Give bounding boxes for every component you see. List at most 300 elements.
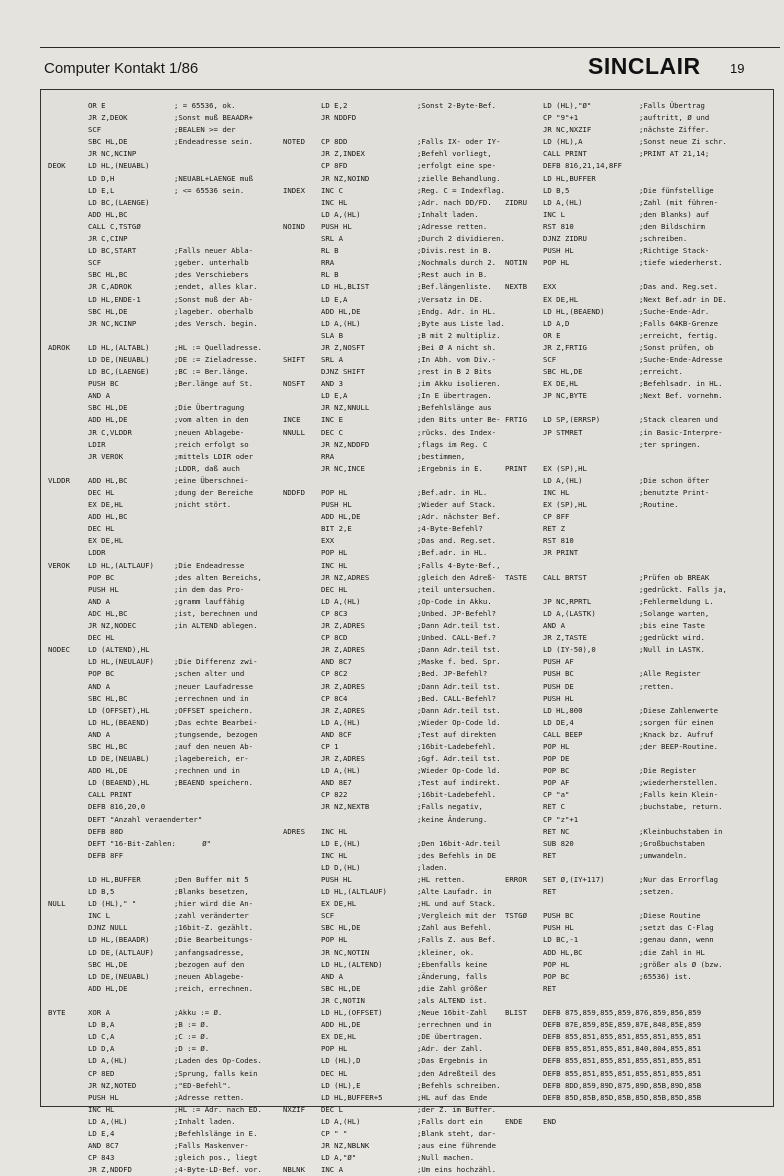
code-line	[505, 765, 727, 777]
code-comment: ;Dann Adr.teil tst.	[417, 645, 501, 655]
code-comment: ;"ED-Befehl".	[174, 1080, 232, 1090]
code-instruction: LD B,5	[543, 185, 570, 195]
code-comment: ;Rest auch in B.	[417, 270, 488, 280]
code-line	[48, 560, 262, 572]
code-comment: ;die Zahl in HL	[639, 947, 705, 957]
code-line	[283, 644, 505, 656]
code-comment: ;vom alten in den	[174, 415, 249, 425]
code-comment: ;HL retten.	[417, 875, 466, 884]
code-comment: ;Dann Adr.teil tst.	[417, 705, 501, 715]
code-label: NBLNK	[283, 1165, 305, 1175]
code-instruction: EX DE,HL	[321, 899, 357, 909]
code-comment: ;OFFSET speichern.	[174, 705, 254, 715]
code-line	[505, 814, 727, 826]
code-line	[48, 306, 262, 318]
code-instruction: LD E,(HL)	[321, 838, 361, 848]
code-line	[505, 378, 727, 390]
code-instruction: CP 8FD	[321, 161, 348, 171]
code-instruction: AND A	[88, 729, 110, 739]
code-label: BYTE	[48, 1008, 66, 1018]
code-comment: ;keine Änderung.	[417, 814, 488, 824]
code-line	[48, 390, 262, 402]
code-comment: ;Falls 4-Byte-Bef.,	[417, 560, 501, 570]
code-line	[48, 741, 262, 753]
header-rule	[40, 47, 780, 48]
code-line	[505, 983, 727, 995]
code-instruction: LD D,A	[88, 1044, 115, 1054]
code-comment: ;Routine.	[639, 500, 679, 510]
code-line	[505, 560, 727, 572]
code-comment: ;hier wird die An-	[174, 899, 254, 909]
code-comment: ;Befehlslänge aus	[417, 403, 492, 413]
code-line	[505, 281, 727, 293]
code-comment: ;kleiner, ok.	[417, 947, 475, 957]
code-comment: ;Die fünfstellige	[639, 185, 714, 195]
code-instruction: JR NZ,NEXTB	[321, 802, 370, 812]
code-line	[283, 173, 505, 185]
code-comment: ;Bei Ø A nicht sh.	[417, 342, 497, 352]
code-comment: ;Wieder auf Stack.	[417, 500, 497, 510]
code-instruction: LD A,D	[543, 318, 570, 328]
code-line	[283, 1152, 505, 1164]
code-line	[505, 439, 727, 451]
code-comment: ;gedrückt wird.	[639, 633, 705, 643]
code-instruction: CALL PRINT	[543, 149, 587, 159]
code-comment: ;C := Ø.	[174, 1032, 210, 1042]
code-instruction: PUSH HL	[321, 500, 352, 510]
code-line	[48, 1055, 262, 1067]
code-comment: ;Zahl aus Befehl.	[417, 923, 492, 933]
code-comment: ;LDDR, daß auch	[174, 463, 240, 473]
code-line	[48, 814, 262, 826]
code-comment: ;Bef.adr. in HL.	[417, 488, 488, 497]
code-line	[48, 668, 262, 680]
code-instruction: LD HL,(NEULAUF)	[88, 657, 154, 667]
code-instruction: CALL BEEP	[543, 729, 583, 739]
code-instruction: DJNZ ZIDRU	[543, 234, 587, 244]
code-instruction: AND 8C7	[321, 657, 352, 667]
code-line	[505, 862, 727, 874]
code-line	[48, 1128, 262, 1140]
code-comment: ;Den 16bit-Adr.teil	[417, 838, 501, 848]
code-instruction: INC HL	[88, 1104, 115, 1114]
code-instruction: PUSH BC	[543, 669, 574, 679]
code-line	[505, 850, 727, 862]
code-line	[283, 366, 505, 378]
code-comment: ;Unbed. CALL-Bef.?	[417, 633, 497, 643]
code-line	[505, 947, 727, 959]
code-instruction: DEFB 855,851,855,851,840,804,855,851	[543, 1044, 702, 1054]
code-comment: ;die Zahl größer	[417, 983, 488, 993]
code-line	[505, 269, 727, 281]
code-line	[283, 523, 505, 535]
code-comment: ;Maske f. bed. Spr.	[417, 657, 501, 667]
listing-column-1	[48, 100, 262, 1176]
code-line	[283, 1007, 505, 1019]
code-instruction: DEFT "16-Bit-Zahlen: Ø"	[88, 838, 212, 848]
code-instruction: JR C,NOTIN	[321, 995, 365, 1005]
code-comment: ;des alten Bereichs,	[174, 572, 262, 582]
code-line	[505, 257, 727, 269]
code-instruction: DEFB 8FF	[88, 850, 124, 860]
code-line	[283, 668, 505, 680]
code-comment: ;rücks. des Index-	[417, 427, 497, 437]
code-instruction: CP 843	[88, 1153, 115, 1163]
code-instruction: RST 810	[543, 221, 574, 231]
code-line	[283, 753, 505, 765]
code-comment: ;gleich pos., liegt	[174, 1153, 258, 1163]
code-label: NOSFT	[283, 379, 305, 389]
code-instruction: LD HL,800	[543, 705, 583, 715]
code-line	[283, 1055, 505, 1067]
code-comment: ;HL auf das Ende	[417, 1092, 488, 1102]
code-instruction: LD HL,(NEUABL)	[88, 161, 150, 171]
code-line	[283, 934, 505, 946]
code-instruction: JR Z,DEOK	[88, 113, 128, 123]
code-instruction: LD DE,4	[543, 717, 574, 727]
code-comment: ;Test auf indirekt.	[417, 778, 501, 788]
code-comment: ;In E übertragen.	[417, 391, 492, 401]
code-line	[505, 1080, 727, 1092]
code-instruction: BIT 2,E	[321, 524, 352, 534]
code-line	[505, 874, 727, 886]
code-line	[48, 511, 262, 523]
code-instruction: POP HL	[543, 258, 570, 268]
code-instruction: JR Z,ADRES	[321, 681, 365, 691]
code-line	[283, 100, 505, 112]
code-line	[283, 475, 505, 487]
code-instruction: PUSH HL	[88, 1092, 119, 1102]
code-comment: ;BEALEN >= der	[174, 125, 236, 135]
code-comment: ;den Blanks) auf	[639, 209, 710, 219]
code-line	[48, 632, 262, 644]
code-comment: ;neuer Laufadresse	[174, 681, 254, 691]
code-line	[48, 173, 262, 185]
code-label: NOTED	[283, 137, 305, 147]
code-line	[48, 801, 262, 813]
code-line	[48, 777, 262, 789]
code-instruction: EX DE,HL	[543, 379, 579, 389]
code-line	[505, 656, 727, 668]
code-comment: ;in ALTEND ablegen.	[174, 621, 258, 631]
code-instruction: XOR A	[88, 1008, 110, 1018]
code-line	[505, 390, 727, 402]
code-instruction: LD D,H	[88, 173, 115, 183]
code-instruction: AND A	[88, 391, 110, 401]
code-instruction: JR C,CINP	[88, 234, 128, 244]
code-instruction: JR NZ,NODEC	[88, 621, 137, 631]
code-comment: ;errechnen und in	[174, 693, 249, 703]
code-line	[283, 874, 505, 886]
code-comment: ;Falls dort ein	[417, 1116, 483, 1126]
code-instruction: CP "a"	[543, 790, 570, 800]
code-instruction: ADD HL,DE	[321, 512, 361, 522]
code-instruction: EX DE,HL	[543, 294, 579, 304]
code-comment: ;Großbuchstaben	[639, 838, 705, 848]
code-comment: ;im Akku isolieren.	[417, 379, 501, 389]
code-line	[505, 959, 727, 971]
code-instruction: POP HL	[543, 959, 570, 969]
code-instruction: LD A,"Ø"	[321, 1153, 357, 1163]
code-comment: ;ter springen.	[639, 439, 701, 449]
code-comment: ;Null machen.	[417, 1153, 475, 1163]
code-line	[505, 366, 727, 378]
code-label: DEOK	[48, 161, 66, 171]
code-line	[283, 535, 505, 547]
code-line	[505, 741, 727, 753]
code-line	[505, 475, 727, 487]
code-comment: ;Nochmals durch 2.	[417, 258, 497, 268]
code-comment: ;Das and. Reg.set.	[417, 536, 497, 546]
code-comment: ;Test auf direkten	[417, 729, 497, 739]
code-instruction: LD (ALTEND),HL	[88, 645, 150, 655]
code-instruction: CP 8CD	[321, 633, 348, 643]
code-instruction: LD (HL),E	[321, 1080, 361, 1090]
code-comment: ;BC := Ber.länge.	[174, 367, 249, 377]
code-line	[283, 862, 505, 874]
code-instruction: AND 8E7	[321, 778, 352, 788]
code-comment: ;erfolgt eine spe-	[417, 161, 497, 171]
code-line	[48, 753, 262, 765]
code-line	[283, 330, 505, 342]
code-comment: ;auftritt, Ø und	[639, 113, 710, 123]
code-instruction: JR C,ADROK	[88, 282, 132, 292]
code-comment: ;mittels LDIR oder	[174, 451, 254, 461]
code-line	[505, 934, 727, 946]
code-line	[283, 269, 505, 281]
code-instruction: CALL BRTST	[543, 572, 587, 582]
section-title: SINCLAIR	[588, 53, 701, 79]
code-line	[283, 729, 505, 741]
code-instruction: CP 8ED	[88, 1068, 115, 1078]
code-instruction: EX DE,HL	[88, 500, 124, 510]
code-comment: ;in Basic-Interpre-	[639, 427, 723, 437]
code-instruction: LD D,(HL)	[321, 862, 361, 872]
code-line	[283, 136, 505, 148]
code-line	[505, 294, 727, 306]
code-instruction: LD BC,(LAENGE)	[88, 197, 150, 207]
code-line	[283, 1140, 505, 1152]
code-line	[505, 487, 727, 499]
code-instruction: SBC HL,BC	[88, 270, 128, 280]
code-comment: ;lageber. oberhalb	[174, 306, 254, 316]
code-comment: ;Reg. C = Indexflag.	[417, 185, 505, 195]
code-line	[48, 838, 262, 850]
code-comment: ;Wieder Op-Code ld.	[417, 766, 501, 776]
code-line	[48, 257, 262, 269]
code-line	[283, 257, 505, 269]
code-comment: ;Alle Register	[639, 669, 701, 679]
code-line	[283, 245, 505, 257]
code-line	[48, 910, 262, 922]
code-comment: ;16bit-Ladebefehl.	[417, 741, 497, 751]
code-instruction: LD DE,(NEUABL)	[88, 354, 150, 364]
code-comment: ;Unbed. JP-Befehl?	[417, 608, 497, 618]
code-line	[283, 1031, 505, 1043]
code-instruction: AND 8C7	[88, 1141, 119, 1151]
code-instruction: JR Z,INDEX	[321, 149, 365, 159]
code-line	[283, 717, 505, 729]
code-line	[283, 112, 505, 124]
code-comment: ;Adresse retten.	[417, 221, 488, 231]
code-line	[283, 947, 505, 959]
code-comment: ;Nur das Errorflag	[639, 875, 719, 884]
code-line	[48, 136, 262, 148]
code-line	[48, 729, 262, 741]
code-instruction: LD A,(HL)	[88, 1116, 128, 1126]
code-line	[505, 801, 727, 813]
code-line	[48, 269, 262, 281]
code-line	[505, 197, 727, 209]
code-comment: ;Endg. Adr. in HL.	[417, 306, 497, 316]
code-instruction: POP BC	[88, 669, 115, 679]
code-line	[48, 1043, 262, 1055]
code-instruction: CP 8FF	[543, 512, 570, 522]
code-line	[48, 608, 262, 620]
code-instruction: JP NC,BYTE	[543, 391, 587, 401]
code-comment: ;schreiben.	[639, 234, 688, 244]
code-line	[283, 148, 505, 160]
code-instruction: JR PRINT	[543, 548, 579, 558]
code-label: NEXTB	[505, 282, 527, 292]
code-line	[505, 547, 727, 559]
code-line	[283, 898, 505, 910]
code-line	[48, 1031, 262, 1043]
code-comment: ;genau dann, wenn	[639, 935, 714, 945]
code-instruction: ADD HL,BC	[88, 209, 128, 219]
code-line	[283, 910, 505, 922]
code-line	[283, 1092, 505, 1104]
code-comment: ;wiederherstellen.	[639, 778, 719, 788]
code-instruction: JR C,VLDDR	[88, 427, 132, 437]
code-instruction: AND A	[88, 681, 110, 691]
code-line	[283, 705, 505, 717]
code-line	[283, 620, 505, 632]
code-comment: ;auf den neuen Ab-	[174, 741, 254, 751]
code-comment: ;Ber.länge auf St.	[174, 379, 254, 389]
code-comment: ;Die Differenz zwi-	[174, 657, 258, 667]
code-line	[505, 705, 727, 717]
code-comment: ;Neue 16bit-Zahl	[417, 1008, 488, 1018]
code-instruction: LD A,(HL)	[321, 318, 361, 328]
code-instruction: POP HL	[543, 741, 570, 751]
code-line	[505, 499, 727, 511]
code-comment: ;setzt das C-Flag	[639, 923, 714, 933]
code-comment: ;erreicht.	[639, 367, 683, 377]
code-label: ADROK	[48, 342, 70, 352]
code-instruction: JR NC,NCINP	[88, 149, 137, 159]
code-line	[283, 511, 505, 523]
code-comment: ;Akku := Ø.	[174, 1008, 223, 1018]
code-comment: ;Die Übertragung	[174, 403, 245, 413]
code-line	[505, 644, 727, 656]
code-line	[48, 983, 262, 995]
code-label: NDDFD	[283, 488, 305, 497]
code-comment: ;flags im Reg. C	[417, 439, 488, 449]
code-comment: ;Sonst muß BEAADR+	[174, 113, 254, 123]
code-comment: ;Das Ergebnis in	[417, 1056, 488, 1066]
code-instruction: ADD HL,DE	[321, 306, 361, 316]
code-comment: ;Adr. nächster Bef.	[417, 512, 501, 522]
code-comment: ;bezogen auf den	[174, 959, 245, 969]
code-line	[48, 1164, 262, 1176]
code-instruction: JR Z,TASTE	[543, 633, 587, 643]
code-line	[505, 414, 727, 426]
code-line	[283, 1080, 505, 1092]
code-line	[283, 402, 505, 414]
code-line	[283, 318, 505, 330]
code-label: SHIFT	[283, 354, 305, 364]
code-instruction: LD HL,(BEAADR)	[88, 935, 150, 945]
code-line	[505, 354, 727, 366]
code-line	[283, 741, 505, 753]
code-instruction: LD E,A	[321, 294, 348, 304]
code-instruction: JR Z,ADRES	[321, 621, 365, 631]
code-instruction: LD A,(HL)	[321, 717, 361, 727]
code-instruction: AND 8CF	[321, 729, 352, 739]
code-line	[48, 656, 262, 668]
code-line	[48, 354, 262, 366]
code-instruction: LD HL,BLIST	[321, 282, 370, 292]
code-instruction: AND A	[543, 621, 565, 631]
code-instruction: PUSH HL	[88, 584, 119, 594]
code-line	[283, 584, 505, 596]
code-line	[505, 826, 727, 838]
code-line	[283, 1043, 505, 1055]
code-comment: ;HL := Quelladresse.	[174, 342, 262, 352]
code-label: ENDE	[505, 1116, 523, 1126]
code-line	[505, 777, 727, 789]
code-line	[48, 547, 262, 559]
code-comment: ;Falls IX- oder IY-	[417, 137, 501, 147]
code-instruction: LD HL,BUFFER+5	[321, 1092, 383, 1102]
code-instruction: INC C	[321, 185, 343, 195]
code-line	[283, 439, 505, 451]
code-comment: ;HL und auf Stack.	[417, 899, 497, 909]
code-instruction: PUSH BC	[88, 379, 119, 389]
code-comment: ;Vergleich mit der	[417, 911, 497, 921]
code-line	[505, 1116, 727, 1128]
code-instruction: EXX	[543, 282, 557, 292]
code-instruction: RL B	[321, 270, 339, 280]
code-line	[283, 959, 505, 971]
code-instruction: POP BC	[88, 572, 115, 582]
code-comment: ;Um eins hochzähl.	[417, 1165, 497, 1175]
code-instruction: LD DE,(NEUABL)	[88, 754, 150, 764]
code-label: NOIND	[283, 221, 305, 231]
code-instruction: RL B	[321, 246, 339, 256]
code-comment: ;Solange warten,	[639, 608, 710, 618]
code-line	[505, 124, 727, 136]
code-instruction: LD HL,BUFFER	[543, 173, 596, 183]
code-label: FRTIG	[505, 415, 527, 425]
code-instruction: RET	[543, 850, 557, 860]
code-instruction: LD A,(HL)	[88, 1056, 128, 1066]
code-comment: ;Versatz in DE.	[417, 294, 483, 304]
code-instruction: SBC HL,DE	[88, 306, 128, 316]
code-instruction: CP 1	[321, 741, 339, 751]
code-line	[48, 294, 262, 306]
code-instruction: LD A,(HL)	[321, 766, 361, 776]
code-line	[505, 596, 727, 608]
code-line	[283, 789, 505, 801]
code-instruction: LD HL,ENDE-1	[88, 294, 141, 304]
code-instruction: SLA B	[321, 330, 343, 340]
code-instruction: LD E,4	[88, 1128, 115, 1138]
code-comment: ;Sonst neue Zi schr.	[639, 137, 727, 147]
code-line	[283, 1019, 505, 1031]
code-line	[505, 898, 727, 910]
